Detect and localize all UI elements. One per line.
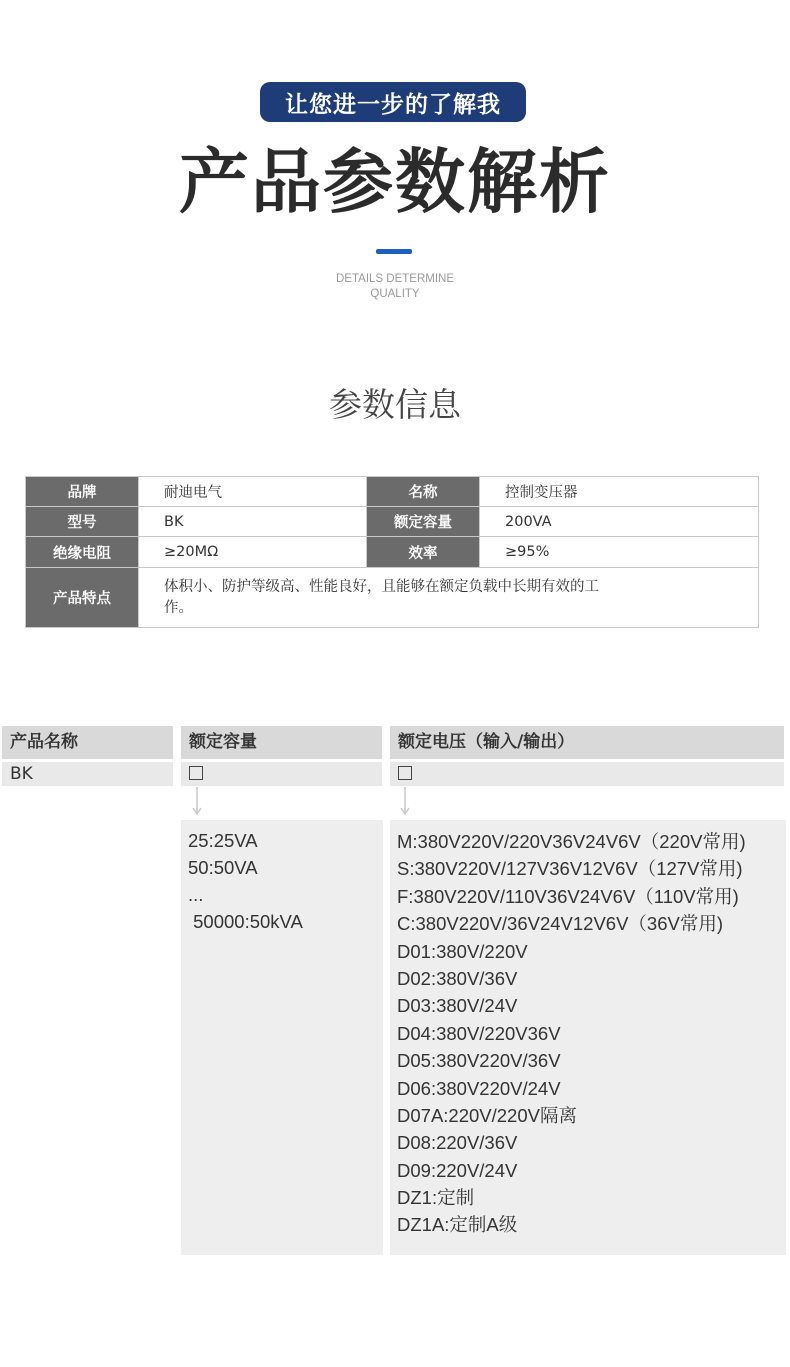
down-arrow-icon [399, 787, 411, 817]
model-label: 型号 [26, 507, 139, 537]
col-header-voltage: 额定电压（输入/输出） [390, 726, 784, 759]
list-item: 50:50VA [188, 857, 258, 878]
brand-value: 耐迪电气 [139, 477, 367, 507]
capacity-label: 额定容量 [367, 507, 480, 537]
section-title: 参数信息 [329, 385, 461, 424]
list-item: D04:380V/220V36V [397, 1022, 561, 1044]
capacity-value: 200VA [480, 507, 759, 537]
list-item: D09:220V/24V [397, 1159, 518, 1181]
page-subtitle [0, 272, 790, 302]
list-item: ... [188, 884, 204, 905]
table-row [26, 537, 759, 568]
insulation-label: 绝缘电阻 [26, 537, 139, 568]
list-item: C:380V220V/36V24V12V6V（36V常用) [397, 913, 724, 935]
features-value: 体积小、防护等级高、性能良好，且能够在额定负载中长期有效的工作。 [139, 568, 759, 628]
col-header-product-name: 产品名称 [2, 726, 173, 759]
product-code: BK [2, 762, 173, 786]
page-title: 产品参数解析 [179, 141, 611, 223]
voltage-list [390, 820, 786, 1239]
list-item: 50000:50kVA [188, 911, 303, 932]
list-item: D08:220V/36V [397, 1132, 518, 1154]
model-value: BK [139, 507, 367, 537]
list-item: D01:380V/220V [397, 940, 528, 962]
features-label: 产品特点 [26, 568, 139, 628]
insulation-value: ≥20MΩ [139, 537, 367, 568]
accent-divider [376, 249, 412, 254]
empty-box-icon [189, 766, 203, 780]
list-item: 25:25VA [188, 830, 258, 851]
list-item: DZ1A:定制A级 [397, 1214, 518, 1236]
down-arrow-icon [191, 787, 203, 817]
subtitle-line-2: QUALITY [370, 288, 420, 300]
brand-label: 品牌 [26, 477, 139, 507]
capacity-panel [181, 820, 383, 1255]
list-item: D05:380V220V/36V [397, 1050, 561, 1072]
name-value: 控制变压器 [480, 477, 759, 507]
name-label: 名称 [367, 477, 480, 507]
header-badge: 让您进一步的了解我 [260, 82, 526, 122]
list-item: D02:380V/36V [397, 967, 518, 989]
efficiency-label: 效率 [367, 537, 480, 568]
capacity-placeholder [181, 762, 382, 786]
table-row [26, 507, 759, 537]
parameter-table [25, 476, 759, 628]
efficiency-value: ≥95% [480, 537, 759, 568]
list-item: F:380V220V/110V36V24V6V（110V常用) [397, 885, 739, 907]
list-item: S:380V220V/127V36V12V6V（127V常用) [397, 858, 743, 880]
voltage-panel [390, 820, 786, 1255]
list-item: DZ1:定制 [397, 1187, 475, 1209]
subtitle-line-1: DETAILS DETERMINE [336, 273, 454, 285]
col-header-capacity: 额定容量 [181, 726, 382, 759]
list-item: D07A:220V/220V隔离 [397, 1104, 577, 1126]
empty-box-icon [398, 766, 412, 780]
table-row [26, 568, 759, 628]
list-item: M:380V220V/220V36V24V6V（220V常用) [397, 831, 746, 852]
list-item: D06:380V220V/24V [397, 1077, 561, 1099]
table-row [26, 477, 759, 507]
voltage-placeholder [390, 762, 784, 786]
list-item: D03:380V/24V [397, 995, 518, 1017]
capacity-list [181, 820, 383, 935]
